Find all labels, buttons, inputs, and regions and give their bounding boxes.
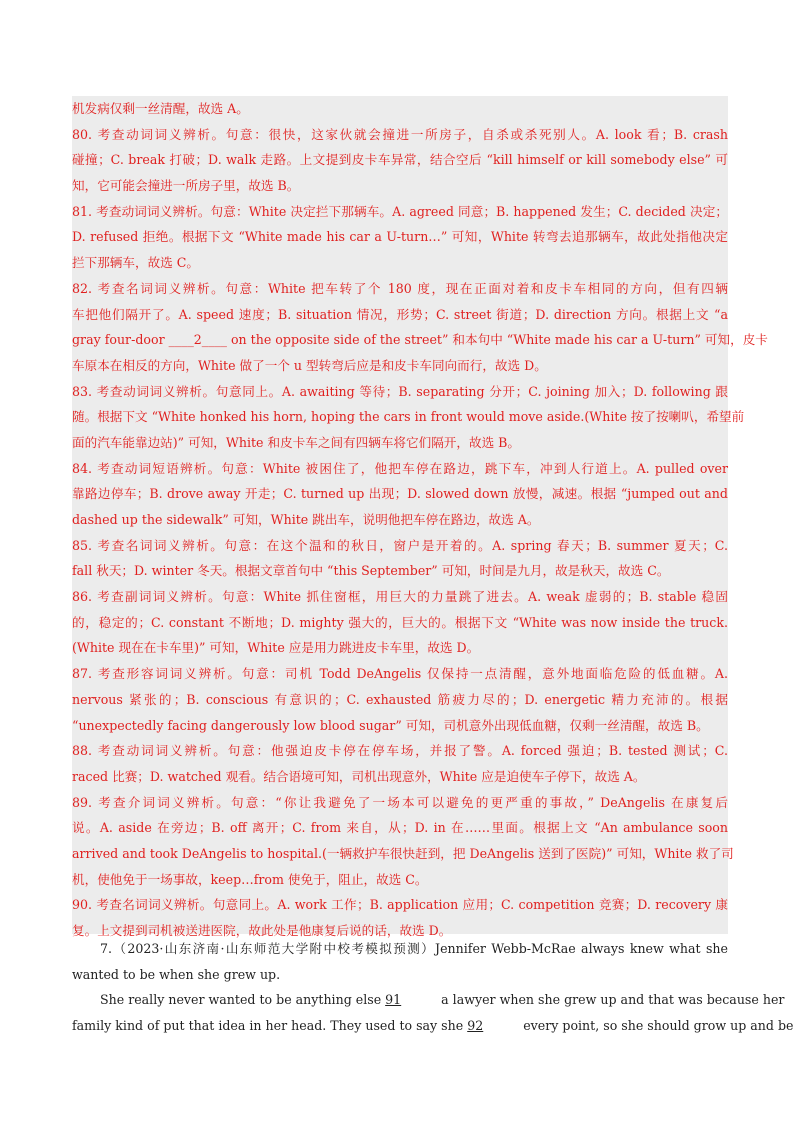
passage-text: She really never wanted to be anything else xyxy=(100,992,386,1007)
answer-line: 拦下那辆车，故选 C。 xyxy=(72,255,199,271)
answer-line: “unexpectedly facing dangerously low blood sugar” 可知，司机意外出现低血糖，仅剩一丝清醒，故选 B。 xyxy=(72,717,709,733)
answer-line: nervous 紧张的；B. conscious 有意识的；C. exhausted 筋疲力尽的；D. energetic 精力充沛的。根据 xyxy=(72,691,728,707)
answer-line: 说。A. aside 在旁边；B. off 离开；C. from 来自，从；D. in 在……里面。根据上文 “An ambulance soon xyxy=(72,820,728,836)
answer-line: 车原本在相反的方向，White 做了一个 u 型转弯后应是和皮卡车同向而行，故选 D。 xyxy=(72,357,547,373)
answer-line: gray four-door ____2____ on the opposite side of the street” 和本句中 “White made his car a U-turn” 可知，皮卡 xyxy=(72,332,768,348)
answer-line: 靠路边停车；B. drove away 开走；C. turned up 出现；D. slowed down 放慢，减速。根据 “jumped out and xyxy=(72,486,728,502)
answer-line: 88. 考查动词词义辨析。句意：他强迫皮卡停在停车场，并报了警。A. forced 强迫；B. tested 测试；C. xyxy=(72,743,728,759)
answer-line: 82. 考查名词词义辨析。句意：White 把车转了个 180 度，现在正面对着和皮卡车相同的方向，但有四辆 xyxy=(72,280,728,296)
answer-line: 81. 考查动词词义辨析。句意：White 决定拦下那辆车。A. agreed 同意；B. happened 发生；C. decided 决定； xyxy=(72,203,728,219)
answer-line: 的，稳定的；C. constant 不断地；D. mighty 强大的，巨大的。根据下文 “White was now inside the truck. xyxy=(72,614,728,630)
answer-line: (White 现在在卡车里)” 可知，White 应是用力跳进皮卡车里，故选 D。 xyxy=(72,640,480,656)
answer-line: 面的汽车能靠边站)” 可知，White 和皮卡车之间有四辆车将它们隔开，故选 B。 xyxy=(72,434,521,450)
passage-text: a lawyer when she grew up and that was because her xyxy=(437,992,785,1007)
answer-line: D. refused 拒绝。根据下文 “White made his car a U-turn…” 可知，White 转弯去追那辆车，故此处指他决定 xyxy=(72,229,728,245)
answer-line: 89. 考查介词词义辨析。句意：“你让我避免了一场本可以避免的更严重的事故，” DeAngelis 在康复后 xyxy=(72,794,728,810)
passage-line xyxy=(72,1013,794,1039)
blank-91: 91 xyxy=(385,992,402,1007)
answer-line: 知，它可能会撞进一所房子里，故选 B。 xyxy=(72,178,300,194)
passage-text: every point, so she should grow up and be xyxy=(519,1017,794,1033)
answer-line: 随。根据下文 “White honked his horn, hoping the cars in front would move aside.(White 按了按喇叭，希望前 xyxy=(72,409,745,425)
answer-line: 86. 考查副词词义辨析。句意：White 抓住窗框，用巨大的力量跳了进去。A. weak 虚弱的；B. stable 稳固 xyxy=(72,589,728,605)
answer-line: 90. 考查名词词义辨析。句意同上。A. work 工作；B. application 应用；C. competition 竞赛；D. recovery 康 xyxy=(72,897,728,913)
passage-text: family kind of put that idea in her head. They used to say she xyxy=(72,1017,468,1033)
answer-line: 80. 考查动词词义辨析。句意：很快，这家伙就会撞进一所房子，自杀或杀死别人。A. look 看；B. crash xyxy=(72,126,728,142)
answer-line: arrived and took DeAngelis to hospital.(一辆救护车很快赶到，把 DeAngelis 送到了医院)” 可知，White 救了司 xyxy=(72,845,734,861)
answer-line: fall 秋天；D. winter 冬天。根据文章首句中 “this September” 可知，时间是九月，故是秋天，故选 C。 xyxy=(72,563,670,579)
question-header-continued: wanted to be when she grew up. xyxy=(72,966,281,982)
answer-line: raced 比赛；D. watched 观看。结合语境可知，司机出现意外，White 应是迫使车子停下，故选 A。 xyxy=(72,768,646,784)
answer-explanations xyxy=(72,96,768,944)
answer-line: 机发病仅剩一丝清醒，故选 A。 xyxy=(72,101,249,116)
answer-line: 84. 考查动词短语辨析。句意：White 被困住了，他把车停在路边，跳下车，冲到人行道上。A. pulled over xyxy=(72,460,728,476)
answer-line: 复。上文提到司机被送进医院，故此处是他康复后说的话，故选 D。 xyxy=(72,923,452,938)
answer-line: 85. 考查名词词义辨析。句意：在这个温和的秋日，窗户是开着的。A. spring 春天；B. summer 夏天；C. xyxy=(72,537,728,553)
answer-line: 83. 考查动词词义辨析。句意同上。A. awaiting 等待；B. separating 分开；C. joining 加入；D. following 跟 xyxy=(72,383,728,399)
answer-line: 车把他们隔开了。A. speed 速度；B. situation 情况，形势；C. street 街道；D. direction 方向。根据上文 “a xyxy=(72,306,728,322)
question-header: 7.（2023·山东济南·山东师范大学附中校考模拟预测）Jennifer Webb-McRae always knew what she xyxy=(100,941,728,956)
answer-line: 87. 考查形容词词义辨析。句意：司机 Todd DeAngelis 仅保持一点清醒，意外地面临危险的低血糖。A. xyxy=(72,666,728,682)
question-7 xyxy=(72,936,794,1038)
answer-line: dashed up the sidewalk” 可知，White 跳出车，说明他把车停在路边，故选 A。 xyxy=(72,512,540,527)
answer-line: 碰撞；C. break 打破；D. walk 走路。上文提到皮卡车异常，结合空后 “kill himself or kill somebody else” 可 xyxy=(72,152,728,168)
answer-line: 机，使他免于一场事故，keep…from 使免于，阻止，故选 C。 xyxy=(72,871,428,887)
passage-line xyxy=(72,987,785,1013)
blank-92: 92 xyxy=(467,1017,484,1033)
